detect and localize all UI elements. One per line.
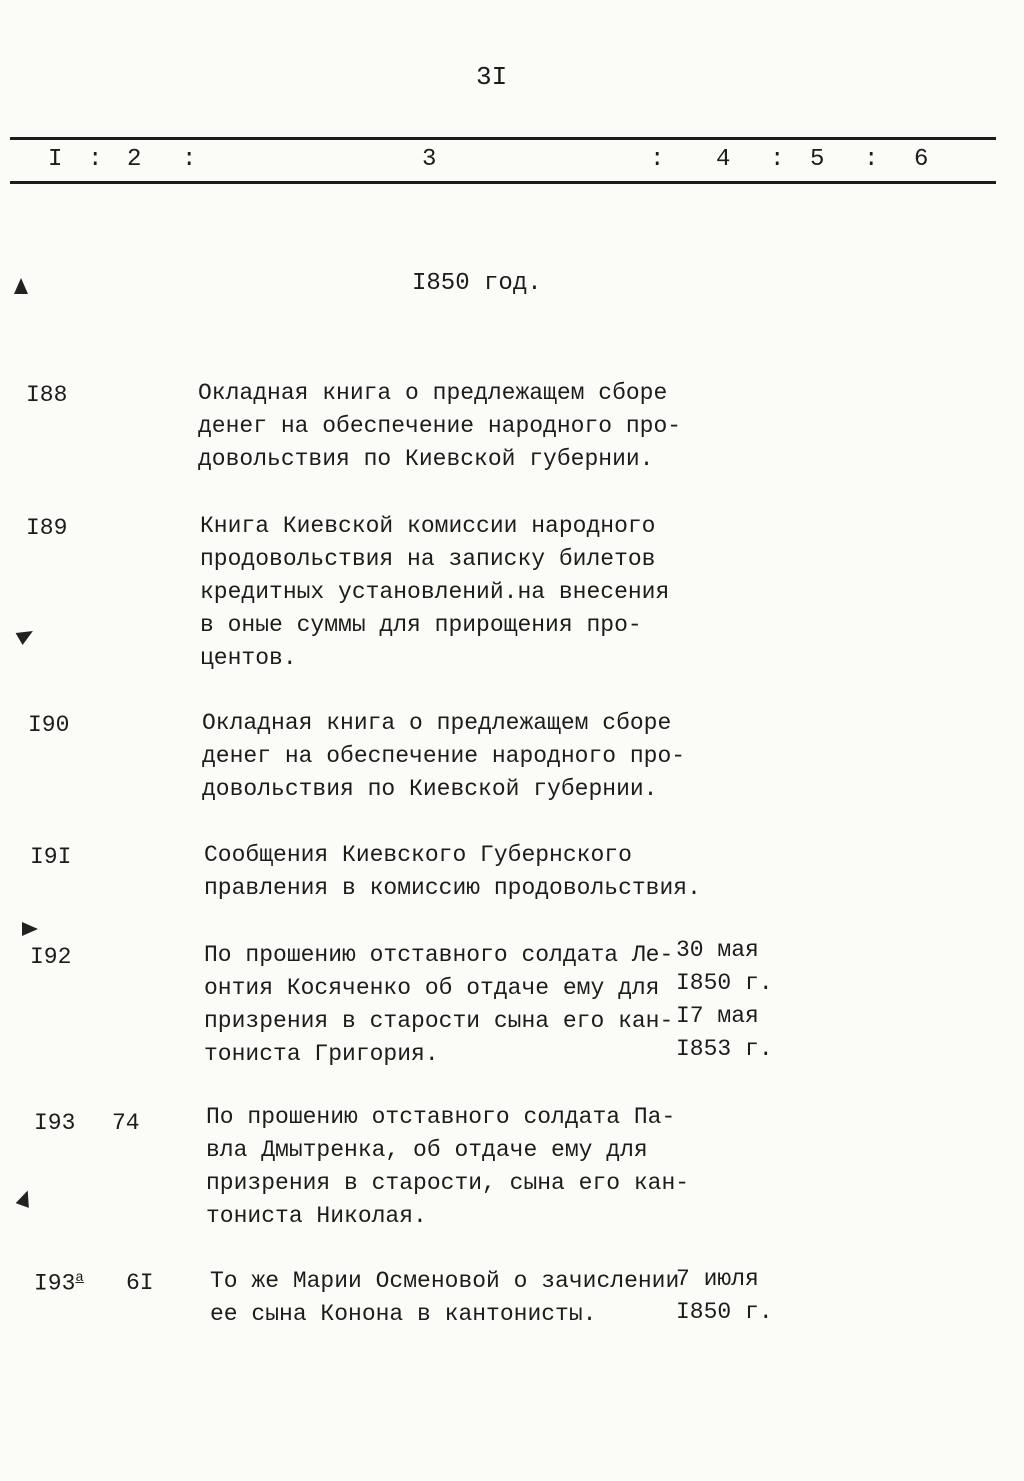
entry-dates <box>676 1263 773 1329</box>
description-line: То же Марии Осменовой о зачислении <box>210 1268 680 1294</box>
column-separator: : <box>770 146 785 173</box>
date-line: I850 г. <box>676 970 773 996</box>
date-line: I7 мая <box>676 1003 759 1029</box>
description-line: в оные суммы для прирощения про- <box>200 612 642 638</box>
description-line: Сообщения Киевского Губернского <box>204 842 632 868</box>
date-line: 30 мая <box>676 937 759 963</box>
section-title: I850 год. <box>412 270 542 297</box>
description-line: тониста Николая. <box>206 1203 427 1229</box>
description-line: Окладная книга о предлежащем сборе <box>202 710 672 736</box>
description-line: По прошению отставного солдата Па- <box>206 1104 676 1130</box>
margin-mark <box>16 1188 35 1208</box>
date-line: 7 июля <box>676 1266 759 1292</box>
description-line: Книга Киевской комиссии народного <box>200 513 656 539</box>
entry-number-main: I93 <box>34 1270 76 1297</box>
entry-number <box>34 1270 84 1297</box>
description-line: довольствия по Киевской губернии. <box>202 776 658 802</box>
margin-mark <box>14 278 28 294</box>
entry-number: I90 <box>28 712 70 738</box>
column-header-2: 2 <box>127 146 142 173</box>
entry-description <box>204 839 701 905</box>
description-line: центов. <box>200 645 297 671</box>
date-line: I853 г. <box>676 1036 773 1062</box>
margin-mark <box>22 922 38 936</box>
entry-number-secondary: 74 <box>112 1110 140 1136</box>
column-header-6: 6 <box>914 146 929 173</box>
entry-description <box>206 1101 689 1233</box>
description-line: довольствия по Киевской губернии. <box>198 446 654 472</box>
description-line: денег на обеспечение народного про- <box>202 743 686 769</box>
description-line: призрения в старости сына его кан- <box>204 1008 674 1034</box>
column-separator: : <box>650 146 665 173</box>
entry-description <box>202 707 685 806</box>
description-line: ее сына Конона в кантонисты. <box>210 1301 597 1327</box>
description-line: призрения в старости, сына его кан- <box>206 1170 690 1196</box>
description-line: правления в комиссию продовольствия. <box>204 875 701 901</box>
header-top-rule <box>10 137 996 140</box>
entry-number: I93 <box>34 1110 76 1136</box>
entry-number: I92 <box>30 944 72 970</box>
entry-description <box>204 939 673 1071</box>
description-line: денег на обеспечение народного про- <box>198 413 682 439</box>
column-header-3: 3 <box>422 146 437 173</box>
entry-number: I9I <box>30 844 72 870</box>
description-line: кредитных установлений.на внесения <box>200 579 670 605</box>
column-separator: : <box>182 146 197 173</box>
entry-number-suffix: а <box>75 1270 84 1286</box>
column-separator: : <box>88 146 103 173</box>
entry-description <box>198 377 681 476</box>
description-line: продовольствия на записку билетов <box>200 546 656 572</box>
description-line: онтия Косяченко об отдаче ему для <box>204 975 660 1001</box>
column-header-1: I <box>48 146 63 173</box>
page-number: 3I <box>476 62 508 92</box>
margin-mark <box>16 625 37 645</box>
column-header-5: 5 <box>810 146 825 173</box>
date-line: I850 г. <box>676 1299 773 1325</box>
entry-dates <box>676 934 773 1066</box>
column-header-4: 4 <box>716 146 731 173</box>
header-bottom-rule <box>10 181 996 184</box>
description-line: Окладная книга о предлежащем сборе <box>198 380 668 406</box>
entry-number: I89 <box>26 515 68 541</box>
description-line: По прошению отставного солдата Ле- <box>204 942 674 968</box>
entry-description <box>200 510 669 675</box>
description-line: тониста Григория. <box>204 1041 439 1067</box>
description-line: вла Дмытренка, об отдаче ему для <box>206 1137 648 1163</box>
entry-number: I88 <box>26 382 68 408</box>
column-separator: : <box>864 146 879 173</box>
entry-description <box>210 1265 679 1331</box>
entry-number-secondary: 6I <box>126 1270 154 1296</box>
